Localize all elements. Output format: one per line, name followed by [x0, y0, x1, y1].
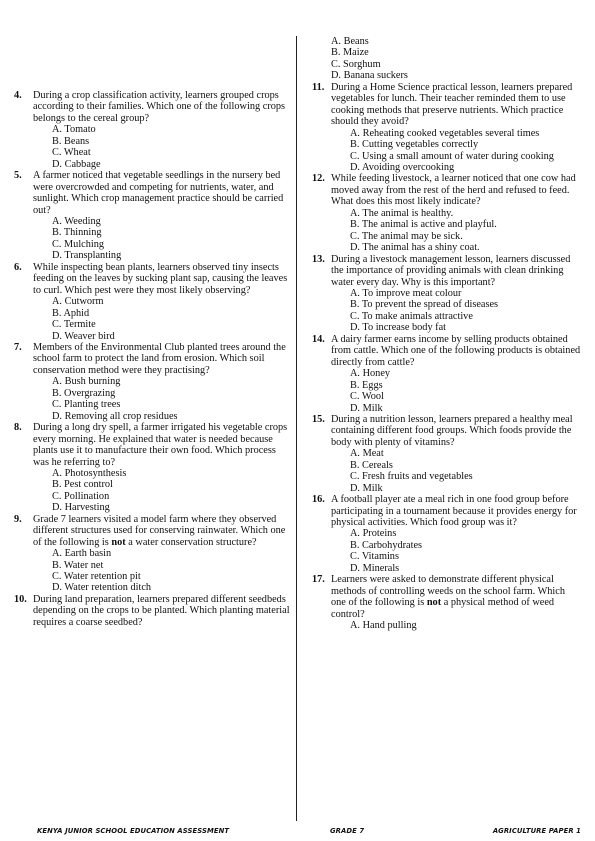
column-divider [296, 36, 297, 821]
question-16 [312, 494, 582, 574]
question-text: A dairy farmer earns income by selling products obtained from cattle. Which one of the following products is obtained directly from cattle? [331, 333, 581, 368]
answer-option: C. Termite [52, 319, 96, 331]
question-number: 4. [14, 90, 22, 101]
answer-option: A. Bush burning [52, 376, 121, 388]
answer-option: D. Milk [350, 402, 383, 414]
answer-option: A. Earth basin [52, 548, 112, 560]
question-number: 16. [312, 494, 325, 506]
question-text-part: Learners were asked to demonstrate different physical methods of controlling weeds on the school farm. Which one of the following is [331, 574, 566, 609]
question-12 [312, 173, 582, 253]
question-text: A farmer noticed that vegetable seedlings in the nursery bed were overcrowded and competing for nutrients, water, and sunlight. Which crop management practice should be carried out? [33, 170, 284, 216]
question-11 [312, 82, 582, 174]
answer-option: B. Maize [331, 47, 369, 59]
answer-option: A. Weeding [52, 215, 101, 227]
answer-option: D. Removing all crop residues [52, 410, 178, 422]
answer-option: C. Water retention pit [52, 571, 141, 583]
question-text-part: a physical method of weed control? [331, 597, 555, 620]
question-number: 8. [14, 422, 22, 434]
answer-option: C. Planting trees [52, 399, 121, 411]
answer-option: B. The animal is active and playful. [350, 219, 497, 231]
question-8 [14, 422, 290, 514]
answer-option: D. Minerals [350, 562, 400, 574]
answer-option: D. Transplanting [52, 250, 122, 262]
question-14 [312, 334, 582, 414]
question-10-options-continued [312, 36, 582, 82]
question-number: 10. [14, 593, 27, 605]
answer-option: C. To make animals attractive [350, 310, 473, 322]
question-text [33, 514, 290, 548]
question-text: During a Home Science practical lesson, learners prepared vegetables for lunch. Their teacher reminded them to use cooking methods that preserve nutrients. Which practice should they avoid? [331, 81, 573, 128]
answer-option: C. The animal may be sick. [350, 230, 463, 242]
answer-option: B. Eggs [350, 379, 383, 391]
answer-option: A. Meat [350, 448, 384, 460]
answer-option: A. Photosynthesis [52, 467, 127, 479]
question-text: During a long dry spell, a farmer irrigated his vegetable crops every morning. He explained that water is needed because plants use it to manufacture their own food. Which process was he referring to? [33, 422, 288, 468]
question-text: During a crop classification activity, learners grouped crops according to their families. Which one of the following crops belongs to the cereal group? [33, 90, 286, 124]
answer-option: D. Avoiding overcooking [350, 161, 455, 173]
answer-option: B. Water net [52, 559, 104, 571]
question-text-part: a water conservation structure? [125, 536, 257, 548]
answer-option: C. Wool [350, 391, 384, 403]
question-text: During land preparation, learners prepared different seedbeds depending on the crops to be planted. Which planting material requires a coarse seedbed? [33, 593, 290, 628]
question-text: While inspecting bean plants, learners observed tiny insects feeding on the leaves by sucking plant sap, causing the leaves to curl. Which pest were they most likely observing? [33, 261, 288, 296]
question-text: While feeding livestock, a learner noticed that one cow had moved away from the rest of the herd and refused to feed. What does this most likely indicate? [331, 173, 576, 208]
answer-option: A. Hand pulling [350, 620, 417, 632]
question-text-emphasis: not [111, 536, 126, 548]
answer-option: A. The animal is healthy. [350, 207, 454, 219]
question-number: 6. [14, 261, 22, 273]
answer-option: D. Weaver bird [52, 330, 115, 342]
answer-option: C. Pollination [52, 490, 110, 502]
question-6 [14, 262, 290, 342]
answer-option: A. Honey [350, 368, 391, 380]
answer-option: D. Harvesting [52, 502, 110, 514]
question-13 [312, 254, 582, 334]
answer-option: B. Pest control [52, 479, 113, 491]
question-text: Members of the Environmental Club planted trees around the school farm to protect the land from erosion. Which soil conservation method were they practising? [33, 341, 286, 376]
answer-option: B. Beans [52, 135, 90, 147]
footer-grade: GRADE 7 [330, 827, 365, 835]
question-text [331, 574, 582, 620]
question-text-part: Grade 7 learners visited a model farm where they observed different structures used for conserving rainwater. Which one of the following is [33, 513, 286, 548]
answer-option: C. Using a small amount of water during cooking [350, 150, 554, 162]
answer-option: A. To improve meat colour [350, 287, 462, 299]
answer-option: C. Wheat [52, 147, 91, 159]
question-number: 13. [312, 253, 325, 265]
answer-option: D. Banana suckers [331, 70, 408, 82]
answer-option: A. Cutworm [52, 296, 104, 308]
answer-option: C. Fresh fruits and vegetables [350, 471, 473, 483]
question-9 [14, 514, 290, 594]
question-number: 17. [312, 574, 325, 586]
answer-option: D. To increase body fat [350, 322, 447, 334]
answer-option: A. Beans [331, 36, 369, 47]
answer-option: A. Proteins [350, 528, 397, 540]
page-footer [0, 827, 595, 839]
question-4 [14, 90, 290, 170]
answer-option: B. To prevent the spread of diseases [350, 299, 499, 311]
question-text: During a livestock management lesson, learners discussed the importance of providing animals with clean drinking water every day. Why is this important? [331, 253, 571, 288]
question-10 [14, 594, 290, 628]
question-number: 12. [312, 173, 325, 185]
answer-option: D. The animal has a shiny coat. [350, 242, 480, 254]
question-17 [312, 574, 582, 631]
question-text: A football player ate a meal rich in one food group before participating in a tournament because it provides energy for physical activities. Which food group was it? [331, 494, 577, 529]
left-column [14, 0, 290, 628]
answer-option: B. Carbohydrates [350, 539, 423, 551]
question-number: 15. [312, 413, 325, 425]
answer-option: D. Water retention ditch [52, 582, 152, 594]
answer-option: B. Thinning [52, 227, 102, 239]
question-text: During a nutrition lesson, learners prepared a healthy meal containing different food groups. Which foods provide the body with plenty of vitamins? [331, 413, 573, 448]
answer-option: B. Aphid [52, 307, 90, 319]
question-number: 11. [312, 81, 325, 93]
question-text-emphasis: not [426, 597, 442, 609]
question-number: 9. [14, 513, 22, 525]
answer-option: C. Sorghum [331, 58, 381, 70]
answer-option: B. Overgrazing [52, 387, 116, 399]
answer-option: C. Vitamins [350, 551, 399, 563]
answer-option: A. Reheating cooked vegetables several times [350, 127, 540, 139]
answer-option: A. Tomato [52, 124, 96, 136]
question-number: 7. [14, 341, 22, 353]
question-5 [14, 170, 290, 262]
footer-subject: AGRICULTURE PAPER 1 [492, 827, 581, 835]
answer-option: B. Cereals [350, 459, 393, 471]
right-column [312, 0, 582, 632]
answer-option: B. Cutting vegetables correctly [350, 139, 479, 151]
question-7 [14, 342, 290, 422]
answer-option: C. Mulching [52, 238, 105, 250]
question-number: 5. [14, 170, 22, 182]
question-15 [312, 414, 582, 494]
answer-option: D. Milk [350, 482, 383, 494]
question-number: 14. [312, 333, 325, 345]
answer-option: D. Cabbage [52, 158, 101, 170]
footer-exam-title: KENYA JUNIOR SCHOOL EDUCATION ASSESSMENT [37, 827, 230, 835]
